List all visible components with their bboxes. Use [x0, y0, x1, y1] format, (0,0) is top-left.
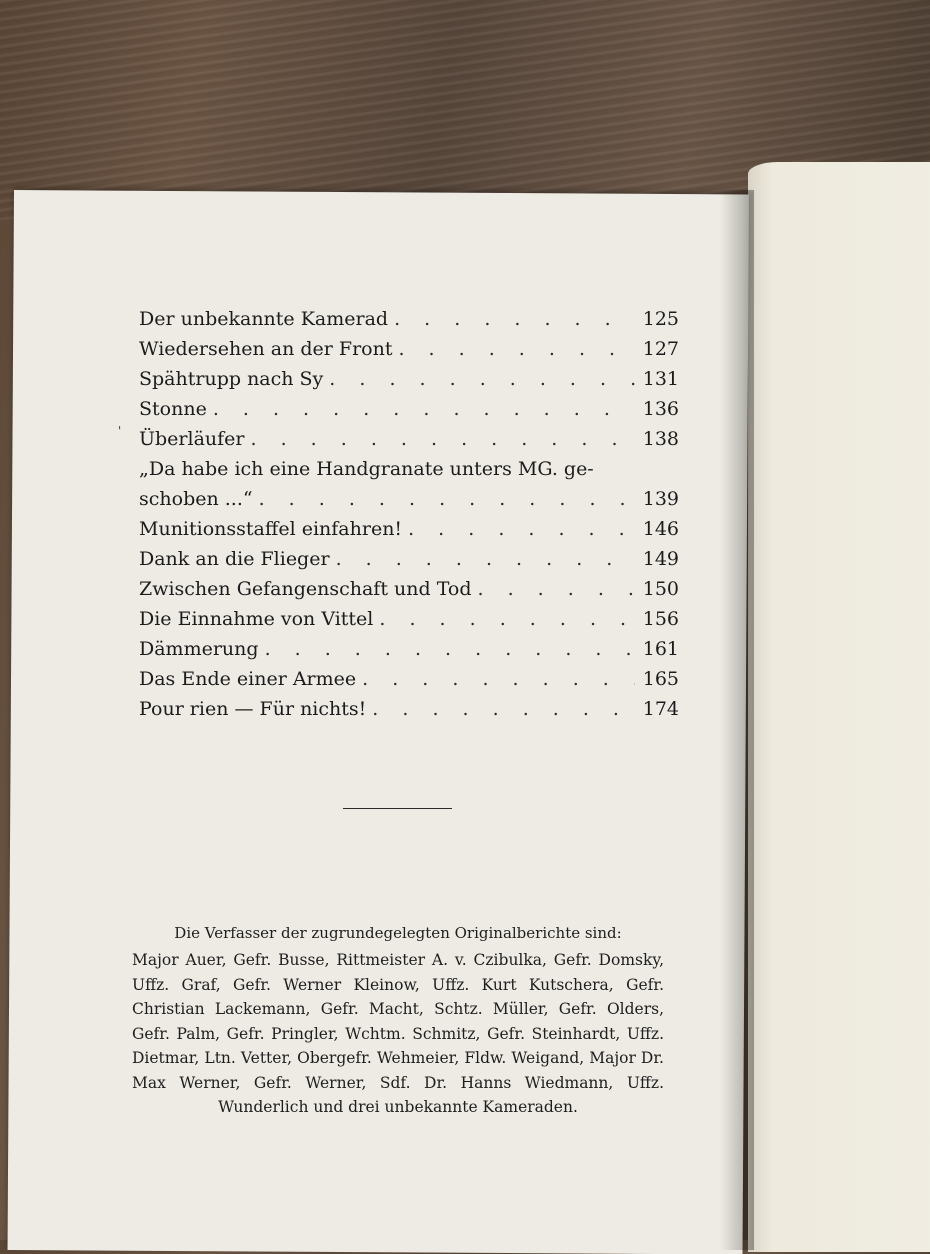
dot-leader [398, 334, 635, 364]
dot-leader [259, 484, 635, 514]
toc-entry [139, 364, 679, 394]
toc-entry [139, 424, 679, 454]
toc-entry [139, 574, 679, 604]
toc-entry-title-line1: „Da habe ich eine Handgranate unters MG. ge- [139, 458, 594, 480]
book-gutter-shadow [720, 190, 754, 1250]
toc-entry [139, 694, 679, 724]
toc-entry-page: 131 [642, 368, 679, 390]
toc-entry [139, 634, 679, 664]
section-divider-rule [343, 808, 452, 809]
authors-heading: Die Verfasser der zugrundegelegten Originalberichte sind: [174, 924, 622, 942]
toc-entry-title: Dank an die Flieger [139, 548, 330, 570]
toc-entry-title: Wiedersehen an der Front [139, 338, 393, 360]
toc-entry-page: 139 [642, 488, 679, 510]
toc-entry-title: Spähtrupp nach Sy [139, 368, 324, 390]
toc-entry-title-line2: schoben ...“ [139, 488, 253, 510]
toc-entry-title: Stonne [139, 398, 207, 420]
toc-entry [139, 544, 679, 574]
dot-leader [408, 514, 635, 544]
toc-entry-title: Dämmerung [139, 638, 259, 660]
toc-entry [139, 484, 679, 514]
authors-list: Major Auer, Gefr. Busse, Rittmeister A. v. Czibulka, Gefr. Domsky, Uffz. Graf, Gefr. Werner Kleinow, Uffz. Kurt Kutschera, Gefr. Christian Lackemann, Gefr. Macht, Schtz. Müller, Gefr. Olders, Gefr. Palm, Gefr. Pringler, Wchtm. Schmitz, Gefr. Steinhardt, Uffz. Dietmar, Ltn. Vetter, Obergefr. Wehmeier, Fldw. Weigand, Major Dr. Max Werner, Gefr. Werner, Sdf. Dr. Hanns Wiedmann, Uffz. Wunderlich und drei unbekannte Kameraden. [132, 951, 664, 1116]
toc-entry-page: 161 [642, 638, 679, 660]
toc-entry [139, 394, 679, 424]
authors-note [132, 920, 664, 1120]
table-of-contents [139, 304, 679, 724]
dot-leader [251, 424, 635, 454]
toc-entry-title: Das Ende einer Armee [139, 668, 357, 690]
toc-entry [139, 604, 679, 634]
toc-entry-title: Die Einnahme von Vittel [139, 608, 374, 630]
right-page [748, 162, 930, 1252]
toc-entry-page: 125 [642, 308, 679, 330]
dot-leader [265, 634, 635, 664]
toc-entry-page: 165 [642, 668, 679, 690]
toc-entry-page: 174 [642, 698, 679, 720]
toc-entry-page: 156 [642, 608, 679, 630]
dot-leader [372, 694, 635, 724]
dot-leader [329, 364, 635, 394]
dot-leader [213, 394, 635, 424]
dot-leader [394, 304, 635, 334]
toc-entry-page: 138 [642, 428, 679, 450]
toc-entry [139, 664, 679, 694]
toc-entry-page: 149 [642, 548, 679, 570]
toc-entry-title: Der unbekannte Kamerad [139, 308, 389, 330]
toc-entry [139, 514, 679, 544]
toc-entry-title: Zwischen Gefangenschaft und Tod [139, 578, 472, 600]
toc-entry-page: 127 [642, 338, 679, 360]
dot-leader [379, 604, 635, 634]
toc-entry-page: 150 [642, 578, 679, 600]
toc-entry-page: 146 [642, 518, 679, 540]
toc-entry-title: Munitionsstaffel einfahren! [139, 518, 403, 540]
toc-entry-page: 136 [642, 398, 679, 420]
toc-entry-title: Pour rien — Für nichts! [139, 698, 367, 720]
toc-entry-title: Überläufer [139, 428, 245, 450]
margin-mark: ' [118, 424, 122, 438]
toc-entry-first-line [139, 454, 679, 484]
dot-leader [362, 664, 635, 694]
dot-leader [478, 574, 636, 604]
toc-entry [139, 304, 679, 334]
toc-entry [139, 334, 679, 364]
dot-leader [336, 544, 635, 574]
